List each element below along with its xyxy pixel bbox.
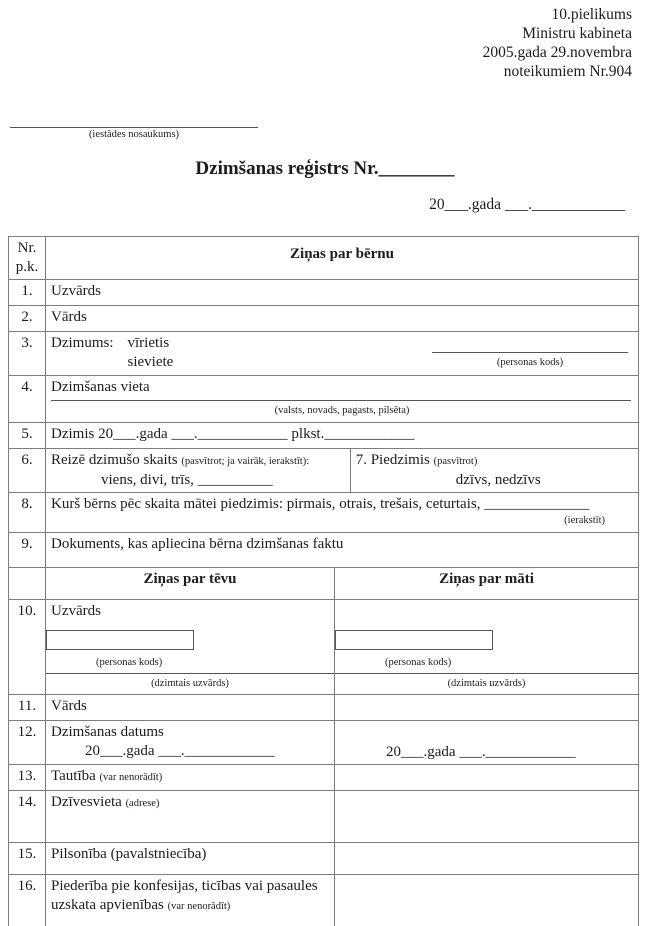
row-number: 15. <box>9 843 46 875</box>
residence-hint: (adrese) <box>125 798 160 809</box>
field-birth-order <box>46 493 639 533</box>
row-number: 16. <box>9 875 46 926</box>
mother-personal-code-caption: (personas kods) <box>385 657 452 668</box>
reference-line: Ministru kabineta <box>522 25 632 42</box>
nr-header-line: Nr. <box>17 240 37 256</box>
born-alive-hint: (pasvītrot) <box>433 456 478 467</box>
birth-order-caption: (ierakstīt) <box>564 515 605 526</box>
row-number: 10. <box>9 600 46 695</box>
multiple-birth-hint: (pasvītrot; ja vairāk, ierakstīt): <box>181 456 310 467</box>
table-row <box>9 600 639 695</box>
row-number: 2. <box>9 306 46 332</box>
table-row <box>9 875 639 926</box>
form-title: Dzimšanas reģistrs Nr.________ <box>195 158 455 179</box>
reference-line: noteikumiem Nr.904 <box>503 63 632 80</box>
table-row <box>9 306 639 332</box>
row-number: 6. <box>9 449 46 493</box>
row-number: 4. <box>9 376 46 423</box>
gender-option-female: sieviete <box>127 354 174 370</box>
confession-hint: (var nenorādīt) <box>167 901 231 912</box>
institution-underline <box>10 112 258 128</box>
birth-place-label: Dzimšanas vieta <box>51 379 150 395</box>
field-birth-date-time: Dzimis 20___.gada ___.____________ plkst.____________ <box>46 423 639 449</box>
table-row <box>9 533 639 568</box>
born-alive-cell <box>350 449 638 492</box>
field-child-gender <box>46 332 639 376</box>
row-number: 9. <box>9 533 46 568</box>
row-number: 3. <box>9 332 46 376</box>
multiple-birth-count-cell <box>46 449 350 492</box>
field-father-name: Vārds <box>46 695 335 721</box>
field-child-surname: Uzvārds <box>46 280 639 306</box>
birth-place-caption: (valsts, novads, pagasts, pilsēta) <box>274 405 410 416</box>
table-row <box>9 843 639 875</box>
row-number: 14. <box>9 791 46 843</box>
field-father-birth-date <box>46 721 335 765</box>
field-ethnicity-mother <box>335 765 639 791</box>
table-row <box>9 493 639 533</box>
mother-maiden-name-blank <box>335 673 638 693</box>
gender-label: Dzimums: <box>51 335 114 351</box>
birth-order-text: Kurš bērns pēc skaita mātei piedzimis: pirmais, otrais, trešais, ceturtais, ______________ <box>51 496 590 512</box>
table-row <box>9 376 639 423</box>
father-maiden-name-blank <box>46 673 334 693</box>
field-child-name: Vārds <box>46 306 639 332</box>
nr-pk-header <box>9 237 46 280</box>
father-personal-code-caption: (personas kods) <box>96 657 163 668</box>
confession-label: Piederība pie konfesijas, ticības vai pasaules uzskata apvienības <box>51 878 318 913</box>
table-row <box>9 695 639 721</box>
field-confession-mother <box>335 875 639 926</box>
field-mother-birth-date <box>335 721 639 765</box>
row-number: 5. <box>9 423 46 449</box>
table-header-row <box>9 237 639 280</box>
table-row <box>9 332 639 376</box>
field-father-surname <box>46 600 335 695</box>
birth-date-label: Dzimšanas datums <box>51 724 164 740</box>
ethnicity-label: Tautība <box>51 768 96 784</box>
personal-code-caption: (personas kods) <box>496 357 564 368</box>
table-row <box>9 423 639 449</box>
mother-maiden-caption: (dzimtais uzvārds) <box>447 678 526 689</box>
row-number: 8. <box>9 493 46 533</box>
table-row <box>9 449 639 493</box>
field-citizenship-mother <box>335 843 639 875</box>
multiple-birth-label: Reizē dzimušo skaits <box>51 452 178 468</box>
table-row <box>9 765 639 791</box>
reference-line: 2005.gada 29.novembra <box>482 44 632 61</box>
row-number: 11. <box>9 695 46 721</box>
gender-option-male: vīrietis <box>127 335 170 351</box>
row-number: 13. <box>9 765 46 791</box>
ethnicity-hint: (var nenorādīt) <box>99 772 163 783</box>
born-alive-label: 7. Piedzimis <box>355 452 430 468</box>
field-multiple-birth <box>46 449 639 493</box>
empty-nr-cell <box>9 568 46 600</box>
father-maiden-caption: (dzimtais uzvārds) <box>151 678 229 689</box>
reference-line: 10.pielikums <box>551 6 632 23</box>
mother-personal-code-box <box>335 630 493 650</box>
row-number: 1. <box>9 280 46 306</box>
field-mother-name <box>335 695 639 721</box>
father-birth-date-blank: 20___.gada ___.____________ <box>85 743 275 759</box>
table-row <box>9 721 639 765</box>
institution-name-blank <box>10 112 258 140</box>
field-confession <box>46 875 335 926</box>
table-row <box>9 791 639 843</box>
birth-register-table <box>8 236 639 926</box>
field-citizenship: Pilsonība (pavalstniecība) <box>46 843 335 875</box>
residence-label: Dzīvesvieta <box>51 794 122 810</box>
row-number: 12. <box>9 721 46 765</box>
multiple-birth-options: viens, divi, trīs, __________ <box>101 472 273 488</box>
field-birth-place <box>46 376 639 423</box>
child-section-header: Ziņas par bērnu <box>46 237 639 280</box>
institution-caption: (iestādes nosaukums) <box>88 129 180 140</box>
father-section-header: Ziņas par tēvu <box>46 568 335 600</box>
field-residence <box>46 791 335 843</box>
field-mother-surname <box>335 600 639 695</box>
registration-date-blank: 20___.gada ___.____________ <box>429 196 625 213</box>
field-birth-document: Dokuments, kas apliecina bērna dzimšanas faktu <box>46 533 639 568</box>
nr-header-line: p.k. <box>15 259 39 275</box>
field-ethnicity <box>46 765 335 791</box>
personal-code-blank <box>432 352 628 372</box>
field-residence-mother <box>335 791 639 843</box>
born-alive-options: dzīvs, nedzīvs <box>455 472 541 488</box>
regulation-reference <box>483 5 632 81</box>
mother-birth-date-blank: 20___.gada ___.____________ <box>386 744 576 760</box>
father-surname-label: Uzvārds <box>51 603 101 619</box>
table-row <box>9 280 639 306</box>
parents-header-row <box>9 568 639 600</box>
mother-section-header: Ziņas par māti <box>335 568 639 600</box>
father-personal-code-box <box>46 630 194 650</box>
